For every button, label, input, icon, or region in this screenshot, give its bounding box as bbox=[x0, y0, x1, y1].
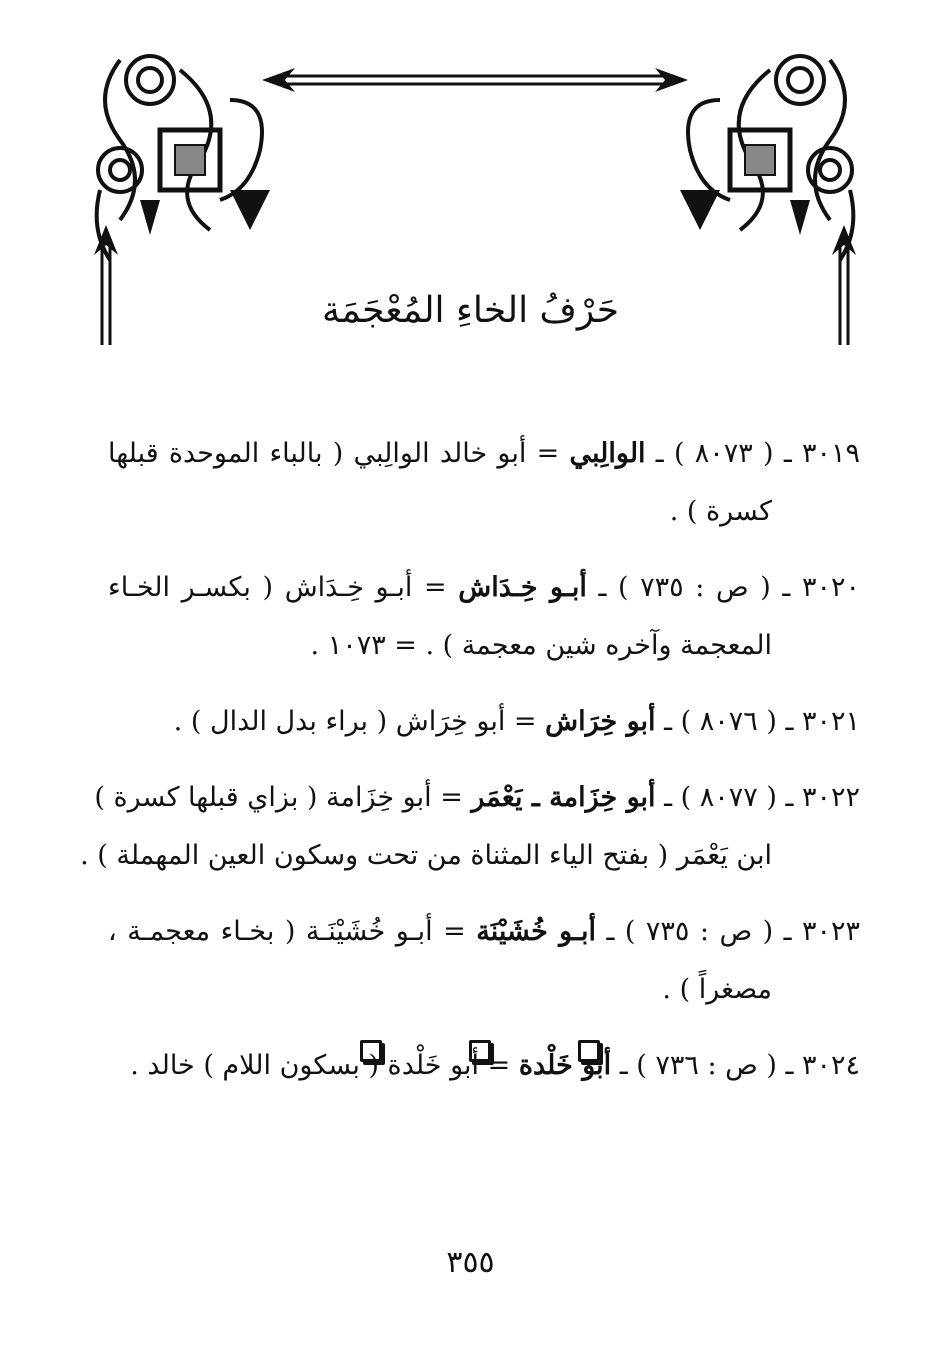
entry-line bbox=[80, 827, 860, 885]
entry-line bbox=[108, 961, 860, 1019]
entry-name: أبو خِرَاش bbox=[545, 706, 656, 737]
entry-text: كسرة ) . bbox=[669, 496, 772, 527]
square-ornament-icon bbox=[469, 1040, 491, 1062]
entry-line bbox=[108, 693, 860, 751]
entry-3021 bbox=[108, 693, 860, 751]
entry-text: = أبـو خِـدَاش ( بكسـر الخـاء bbox=[108, 572, 459, 603]
entry-3019 bbox=[108, 425, 860, 541]
entry-prefix: ٣٠٢٣ ـ ( ص : ٧٣٥ ) ـ bbox=[596, 916, 861, 947]
entry-text: ابن يَعْمَر ( بفتح الياء المثناة من تحت وسكون العين المهملة ) . bbox=[80, 840, 772, 871]
entry-prefix: ٣٠٢٠ ـ ( ص : ٧٣٥ ) ـ bbox=[586, 572, 860, 603]
square-ornament-icon bbox=[578, 1040, 600, 1062]
entry-prefix: ٣٠١٩ ـ ( ٨٠٧٣ ) ـ bbox=[645, 438, 860, 469]
entry-name: أبو خِزَامة ـ يَعْمَر bbox=[471, 782, 656, 813]
entry-prefix: ٣٠٢٢ ـ ( ٨٠٧٧ ) ـ bbox=[655, 782, 860, 813]
section-end-marks bbox=[360, 1040, 600, 1062]
page-number: ٣٥٥ bbox=[446, 1245, 495, 1280]
entry-3022 bbox=[80, 769, 860, 885]
entry-line bbox=[108, 903, 860, 961]
entry-line bbox=[94, 769, 860, 827]
entries-list bbox=[80, 425, 861, 1113]
entry-line bbox=[108, 425, 860, 483]
entry-line bbox=[108, 617, 860, 675]
square-ornament-icon bbox=[360, 1040, 382, 1062]
entry-3020 bbox=[108, 559, 860, 675]
entry-prefix: ٣٠٢١ ـ ( ٨٠٧٦ ) ـ bbox=[655, 706, 860, 737]
entry-name: أبو خَلْدة bbox=[518, 1050, 612, 1081]
entry-text: = أبـو خُشَيْنَـة ( بخـاء معجمـة ، bbox=[108, 916, 477, 947]
entry-line bbox=[108, 483, 860, 541]
entry-name: أبـو خِـدَاش bbox=[458, 572, 587, 603]
entry-name: أبـو خُشَيْنَة bbox=[476, 916, 596, 947]
entry-text: = أبو خِزَامة ( بزاي قبلها كسرة ) bbox=[94, 782, 472, 813]
entry-text: = أبو خالد الوالِبي ( بالباء الموحدة قبلها bbox=[108, 438, 570, 469]
entry-text: = أبو خَلْدة ( بسكون اللام ) خالد . bbox=[130, 1050, 519, 1081]
entry-text: المعجمة وآخره شين معجمة ) . = ١٠٧٣ . bbox=[310, 630, 772, 661]
entry-name: الوالِبي bbox=[569, 438, 646, 469]
entry-line bbox=[108, 559, 860, 617]
section-title: حَرْفُ الخاءِ المُعْجَمَة bbox=[322, 290, 619, 331]
entry-prefix: ٣٠٢٤ ـ ( ص : ٧٣٦ ) ـ bbox=[611, 1050, 860, 1081]
entry-text: مصغراً ) . bbox=[662, 974, 772, 1005]
entry-3023 bbox=[108, 903, 860, 1019]
entry-text: = أبو خِرَاش ( براء بدل الدال ) . bbox=[173, 706, 546, 737]
